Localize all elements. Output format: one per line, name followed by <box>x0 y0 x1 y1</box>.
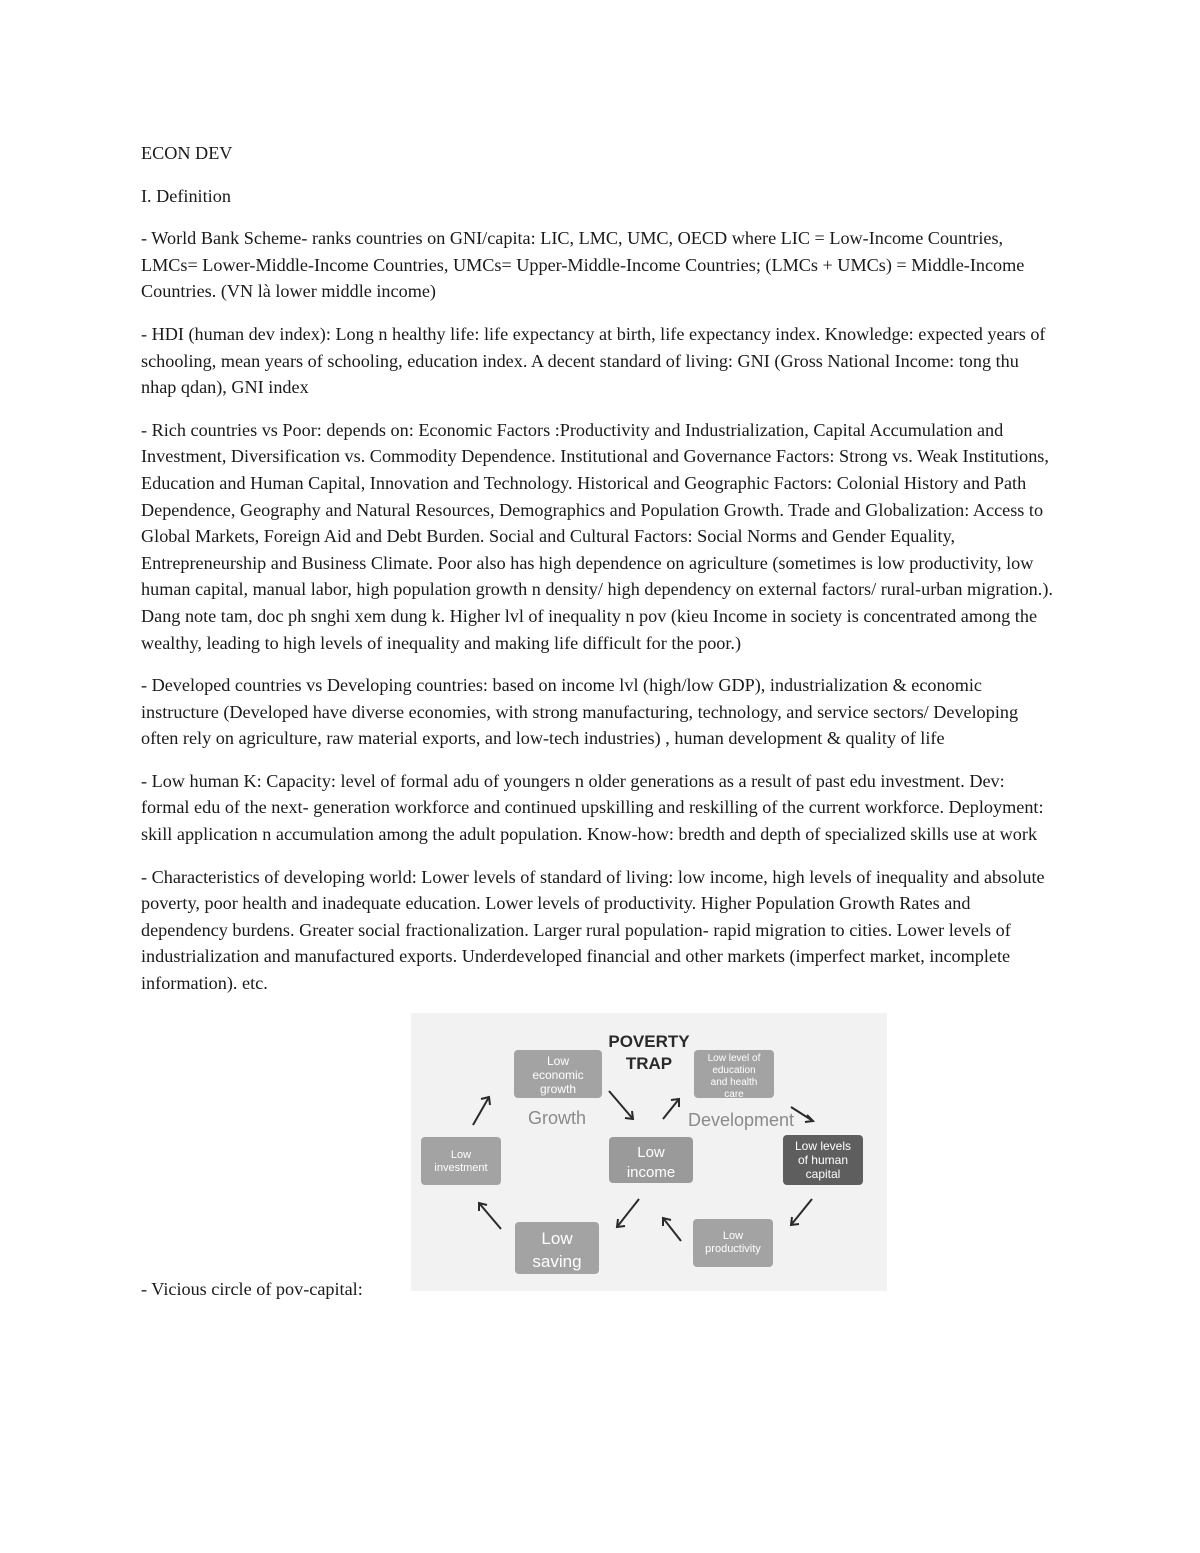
box-low-economic-growth-line3: growth <box>539 1081 577 1096</box>
box-low-education-health-line4: care <box>724 1088 744 1100</box>
box-low-investment <box>421 1137 501 1185</box>
box-low-productivity <box>693 1219 773 1267</box>
box-low-income <box>609 1137 693 1183</box>
box-low-investment-bg <box>421 1137 501 1185</box>
poverty-trap-svg <box>411 1013 887 1291</box>
document-title: ECON DEV <box>141 143 233 163</box>
paragraph-hdi: - HDI (human dev index): Long n healthy life: life expectancy at birth, life expectancy index. Knowledge: expected years of schooling, mean years of schooling, education index. A decent standard of living: GNI (Gross National Income: tong thu nhap qdan), GNI index <box>141 323 1046 398</box>
paragraph-rich-vs-poor: - Rich countries vs Poor: depends on: Economic Factors :Productivity and Industrialization, Capital Accumulation and Investment, Diversification vs. Commodity Dependence. Institutional and Governance Factors: Strong vs. Weak Institutions, Education and Human Capital, Innovation and Technology. Historical and Geographic Factors: Colonial History and Path Dependence, Geography and Natural Resources, Demographics and Population Growth. Trade and Globalization: Access to Global Markets, Foreign Aid and Debt Burden. Social and Cultural Factors: Social Norms and Gender Equality, Entrepreneurship and Business Climate. Poor also has high dependence on agriculture (sometimes is low productivity, low human capital, manual labor, high population growth n density/ high dependency on external factors/ rural-urban migration.). Dang note tam, doc ph snghi xem dung k. Higher lvl of inequality n pov (kieu Income in society is concentrated among the wealthy, leading to high levels of inequality and making life difficult for the poor.) <box>141 419 1053 653</box>
paragraph-characteristics: - Characteristics of developing world: Lower levels of standard of living: low income, high levels of inequality and absolute poverty, poor health and inadequate education. Lower levels of productivity. Higher Population Growth Rates and dependency burdens. Greater social fractionalization. Larger rural population- rapid migration to cities. Lower levels of industrialization and manufactured exports. Underdeveloped financial and other markets (imperfect market, incomplete information). etc. <box>141 866 1045 994</box>
box-low-education-health-line1: Low level of <box>707 1052 761 1064</box>
paragraph-low-human-capital: - Low human K: Capacity: level of formal adu of youngers n older generations as a result of past edu investment. Dev: formal edu of the next- generation workforce and continued upskilling and reskilling of the current workforce. Deployment: skill application n accumulation among the adult population. Know-how: bredth and depth of specialized skills use at work <box>141 770 1044 845</box>
box-low-saving <box>515 1222 599 1274</box>
paragraph-developed-vs-developing: - Developed countries vs Developing countries: based on income lvl (high/low GDP), industrialization & economic instructure (Developed have diverse economies, with strong manufacturing, technology, and service sectors/ Developing often rely on agriculture, raw material exports, and low-tech industries) , human development & quality of life <box>141 675 1019 749</box>
box-low-investment-line2: investment <box>434 1161 488 1174</box>
diagram-title-line1: POVERTY <box>608 1031 690 1051</box>
box-low-saving-line1: Low <box>541 1228 573 1248</box>
box-low-investment-line1: Low <box>450 1148 472 1161</box>
diagram-row <box>141 1013 1056 1303</box>
box-low-education-health <box>694 1050 774 1100</box>
document-page <box>141 140 1056 1303</box>
paragraph-world-bank: - World Bank Scheme- ranks countries on GNI/capita: LIC, LMC, UMC, OECD where LIC = Low-Income Countries, LMCs= Lower-Middle-Income Countries, UMCs= Upper-Middle-Income Countries; (LMCs + UMCs) = Middle-Income Countries. (VN là lower middle income) <box>141 228 1025 302</box>
box-low-economic-growth <box>514 1050 602 1098</box>
box-low-human-capital <box>783 1135 863 1185</box>
box-low-productivity-line2: productivity <box>705 1242 761 1255</box>
box-low-economic-growth-line1: Low <box>546 1053 570 1068</box>
box-low-income-line2: income <box>626 1163 676 1181</box>
label-growth: Growth <box>527 1107 587 1128</box>
box-low-human-capital-line3: capital <box>805 1166 841 1181</box>
box-low-productivity-line1: Low <box>722 1229 744 1242</box>
poverty-trap-diagram <box>411 1013 887 1291</box>
diagram-caption: - Vicious circle of pov-capital: <box>141 1279 363 1300</box>
box-low-economic-growth-line2: economic <box>532 1067 584 1082</box>
box-low-education-health-line3: and health <box>710 1076 758 1088</box>
diagram-title-line2: TRAP <box>625 1053 673 1073</box>
box-low-education-health-line2: education <box>712 1064 756 1076</box>
box-low-human-capital-line1: Low levels <box>794 1138 852 1153</box>
box-low-human-capital-line2: of human <box>797 1152 849 1167</box>
box-low-saving-line2: saving <box>532 1251 582 1271</box>
label-development: Development <box>687 1109 795 1130</box>
box-low-income-line1: Low <box>637 1143 665 1161</box>
section-heading: I. Definition <box>141 185 231 206</box>
